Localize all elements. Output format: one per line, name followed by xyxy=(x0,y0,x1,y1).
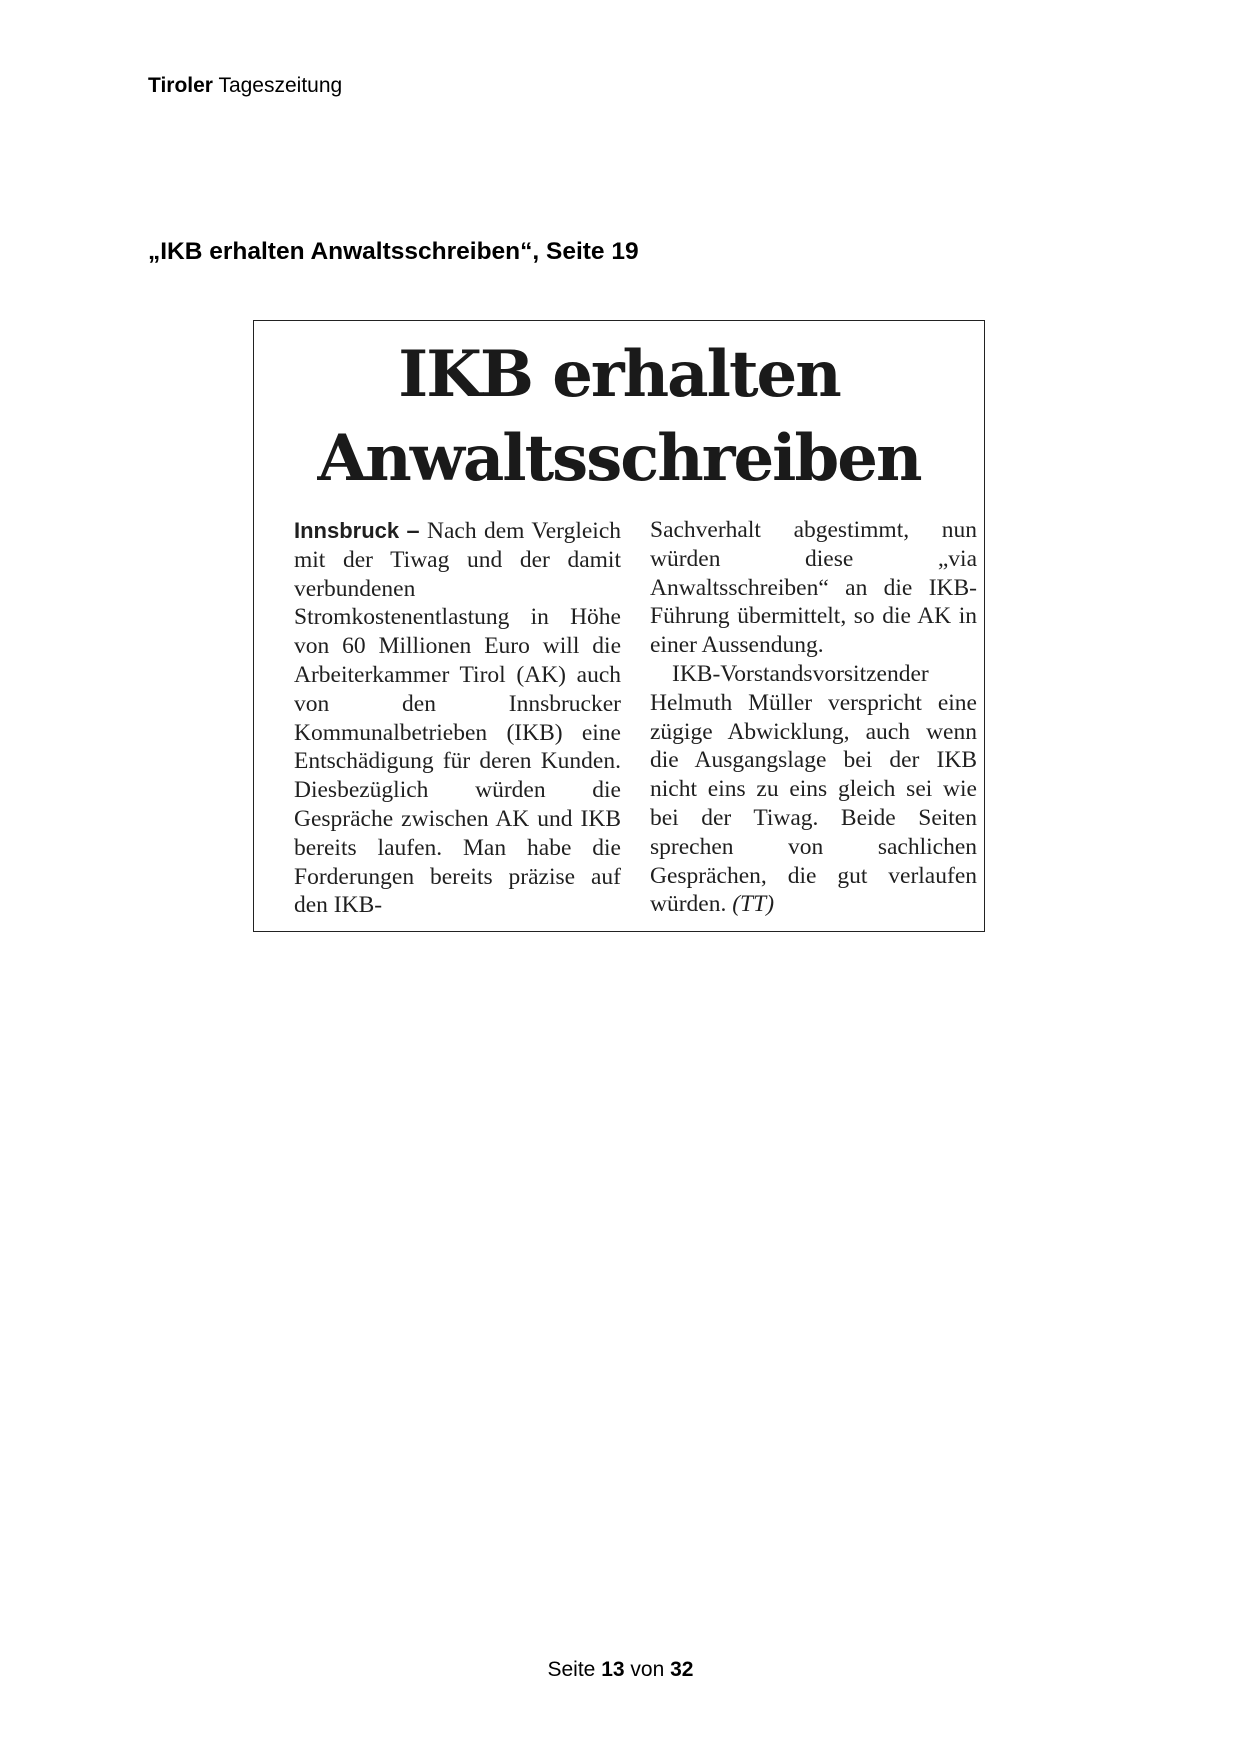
newspaper-clipping xyxy=(253,320,985,932)
clipping-headline-line1: IKB erhalten xyxy=(398,337,840,412)
author-signature: (TT) xyxy=(732,891,775,918)
right-column-paragraph-1: Sachverhalt abgestimmt, nun würden diese „via Anwaltsschreiben“ an die IKB-Führung übermittelt, so die AK in einer Aussendung. xyxy=(650,517,977,659)
article-reference-heading: „IKB erhalten Anwaltsschreiben“, Seite 19 xyxy=(148,238,639,265)
publication-name-bold: Tiroler xyxy=(148,74,213,97)
right-column-paragraph-2-text: IKB-Vorstandsvorsitzender Helmuth Müller verspricht eine zügige Abwicklung, auch wenn die Ausgangslage bei der IKB nicht eins zu eins gleich sei wie bei der Tiwag. Beide Seiten sprechen von sachlichen Gesprächen, die gut verlaufen würden. xyxy=(650,660,977,918)
clipping-headline xyxy=(254,333,984,501)
left-column-text: Nach dem Vergleich mit der Tiwag und der damit verbundenen Stromkostenentlastung in Höhe von 60 Millionen Euro will die Arbeiterkammer Tirol (AK) auch von den Innsbrucker Kommunalbetrieben (IKB) eine Entschädigung für deren Kunden. Diesbezüglich würden die Gespräche zwischen AK und IKB bereits laufen. Man habe die Forderungen bereits präzise auf den IKB- xyxy=(294,518,622,919)
clipping-right-column xyxy=(650,516,977,919)
page-footer xyxy=(0,1656,1241,1684)
dateline-dash: – xyxy=(406,517,420,543)
footer-separator: von xyxy=(630,1658,665,1681)
total-page-count: 32 xyxy=(670,1658,694,1681)
clipping-left-column xyxy=(294,516,621,920)
clipping-headline-line2: Anwaltsschreiben xyxy=(317,421,921,496)
left-column-paragraph xyxy=(294,516,621,920)
footer-prefix: Seite xyxy=(547,1658,596,1681)
publication-name-rest: Tageszeitung xyxy=(218,74,343,97)
dateline: Innsbruck xyxy=(294,518,400,543)
current-page-number: 13 xyxy=(601,1658,625,1681)
publication-name xyxy=(148,72,342,100)
right-column-paragraph-2 xyxy=(650,660,977,919)
